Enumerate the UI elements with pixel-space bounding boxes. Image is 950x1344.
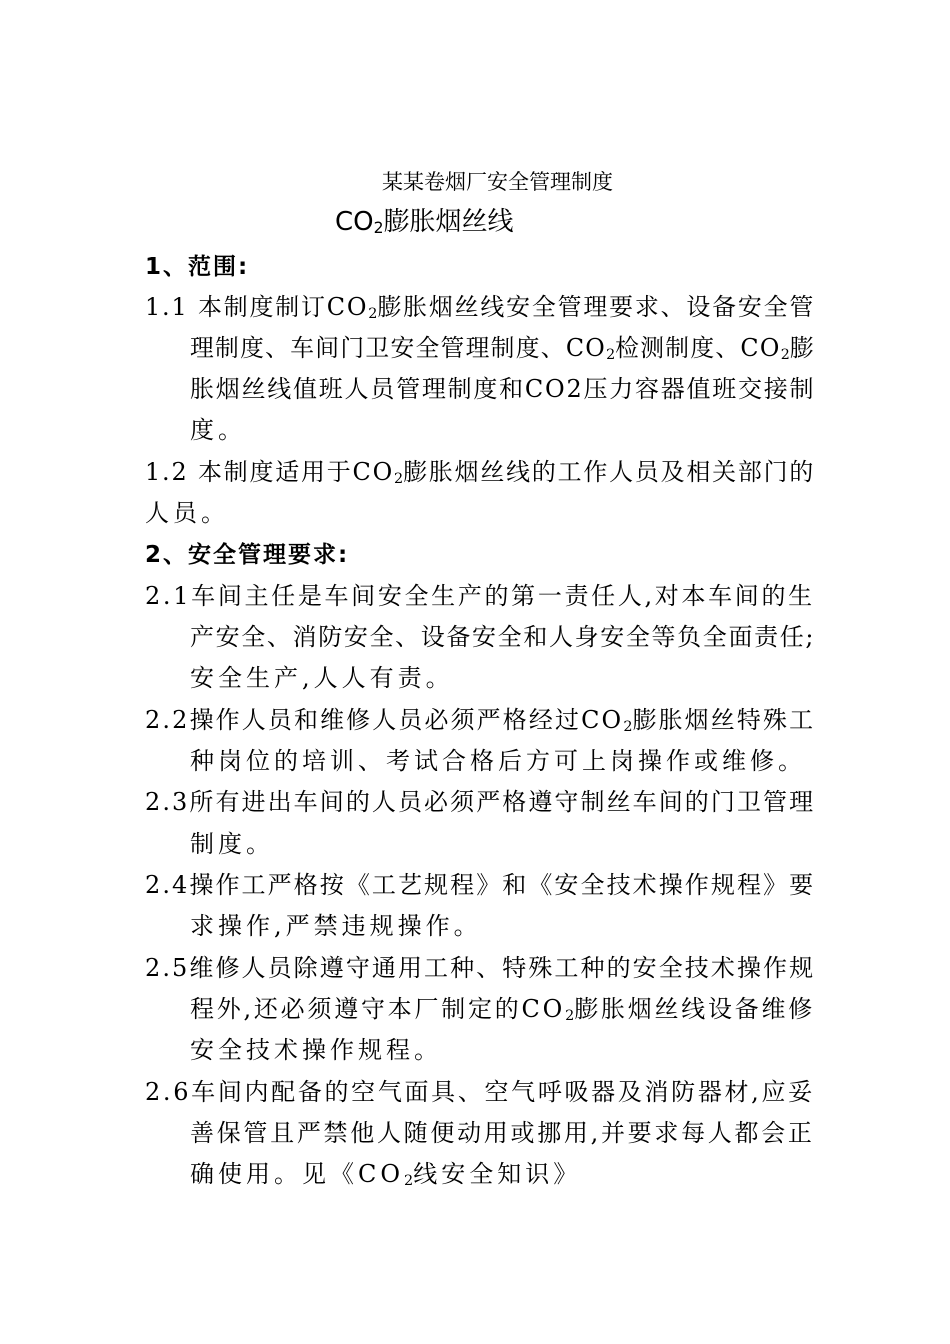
- item-2-6-line-1: [145, 1074, 815, 1110]
- text-run: 膨: [789, 334, 815, 362]
- item-1-1-line-1: [145, 289, 815, 325]
- item-2-1-line-1: [145, 578, 815, 614]
- text-run: 程外,还必须遵守本厂制定的CO: [190, 995, 566, 1023]
- item-1-1-line-2: [190, 330, 815, 366]
- subtitle-subscript: 2: [373, 219, 384, 237]
- heading-safety-requirements: [145, 537, 349, 573]
- text-run: 产安全、消防安全、设备安全和人身安全等负全面责任;: [190, 623, 816, 651]
- item-2-2-line-2: [190, 743, 806, 779]
- item-2-6-line-3: [190, 1156, 581, 1192]
- item-1-2-line-1: [145, 454, 815, 490]
- text-run: 1.1 本制度制订CO: [145, 293, 369, 321]
- text-run: 检测制度、CO: [615, 334, 781, 362]
- text-run: 膨胀烟丝线设备维修: [574, 995, 816, 1023]
- item-2-1-line-2: [190, 619, 815, 655]
- text-run: 胀烟丝线值班人员管理制度和CO2压力容器值班交接制: [190, 375, 816, 403]
- subscript-2: 2: [780, 347, 790, 363]
- text-run: 1.2 本制度适用于CO: [145, 458, 395, 486]
- text-run: 安全生产,人人有责。: [190, 664, 454, 692]
- text-run: 膨胀烟丝线安全管理要求、设备安全管: [377, 293, 816, 321]
- text-run: 2.1车间主任是车间安全生产的第一责任人,对本车间的生: [145, 582, 815, 610]
- subtitle-prefix: CO: [335, 207, 374, 237]
- text-run: 2.2操作人员和维修人员必须严格经过CO: [145, 706, 624, 734]
- text-run: 制度。: [190, 830, 274, 858]
- heading-scope: [145, 249, 249, 285]
- item-2-5-line-2: [190, 991, 815, 1027]
- text-run: 2.6车间内配备的空气面具、空气呼吸器及消防器材,应妥: [145, 1078, 815, 1106]
- text-run: 2.4操作工严格按《工艺规程》和《安全技术操作规程》要: [145, 871, 816, 899]
- item-2-4-line-2: [190, 908, 482, 944]
- text-run: 2.5维修人员除遵守通用工种、特殊工种的安全技术操作规: [145, 954, 816, 982]
- item-2-5-line-1: [145, 950, 815, 986]
- text-run: 度。: [190, 416, 246, 444]
- item-1-1-line-3: [190, 371, 815, 407]
- text-run: 线安全知识》: [413, 1160, 582, 1188]
- text-run: 人员。: [145, 499, 229, 527]
- item-2-3-line-2: [190, 826, 274, 862]
- item-2-1-line-3: [190, 660, 454, 696]
- subscript-2: 2: [623, 719, 633, 735]
- document-subtitle: [335, 203, 514, 241]
- text-run: 求操作,严禁违规操作。: [190, 912, 482, 940]
- item-1-2-line-2: [145, 495, 229, 531]
- text-run: 安全技术操作规程。: [190, 1036, 442, 1064]
- subscript-2: 2: [368, 306, 378, 322]
- text-run: 善保管且严禁他人随便动用或挪用,并要求每人都会正: [190, 1119, 815, 1147]
- text-run: 膨胀烟丝特殊工: [632, 706, 816, 734]
- item-2-6-line-2: [190, 1115, 815, 1151]
- subscript-2: 2: [606, 347, 616, 363]
- item-2-2-line-1: [145, 702, 815, 738]
- text-run: 1、范围:: [145, 254, 250, 280]
- subscript-2: 2: [404, 1173, 414, 1189]
- text-run: 膨胀烟丝线的工作人员及相关部门的: [403, 458, 816, 486]
- item-2-5-line-3: [190, 1032, 442, 1068]
- text-run: 种岗位的培训、考试合格后方可上岗操作或维修。: [190, 747, 806, 775]
- subscript-2: 2: [394, 471, 404, 487]
- subtitle-suffix: 膨胀烟丝线: [383, 207, 514, 237]
- text-run: 确使用。见《CO: [190, 1160, 405, 1188]
- document-title: 某某卷烟厂安全管理制度: [382, 170, 613, 194]
- text-run: 2.3所有进出车间的人员必须严格遵守制丝车间的门卫管理: [145, 788, 816, 816]
- subscript-2: 2: [565, 1008, 575, 1024]
- item-2-4-line-1: [145, 867, 815, 903]
- text-run: 理制度、车间门卫安全管理制度、CO: [190, 334, 607, 362]
- item-2-3-line-1: [145, 784, 815, 820]
- item-1-1-line-4: [190, 412, 246, 448]
- text-run: 2、安全管理要求:: [145, 542, 350, 568]
